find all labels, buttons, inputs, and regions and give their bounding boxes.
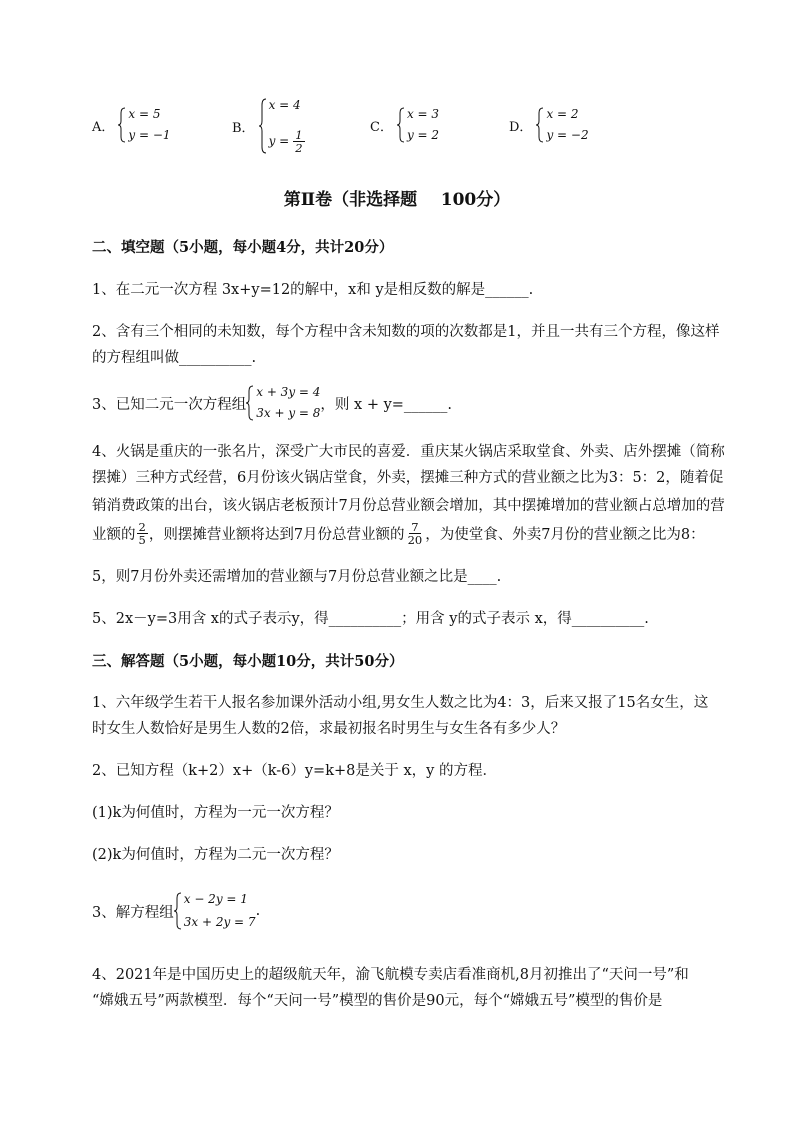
fill-question-5: 5、2x－y=3用含 x的式子表示y，得__________；用含 y的式子表示 x，得__________. — [92, 611, 649, 627]
fraction-numerator: 7 — [411, 520, 419, 534]
left-brace-icon — [174, 892, 182, 930]
equation: y = 2 — [406, 128, 440, 142]
fill-question-4-line1: 4、火锅是重庆的一张名片，深受广大市民的喜爱．重庆某火锅店采取堂食、外卖、店外摆摊（简称 — [92, 444, 725, 460]
equation: x = 4 — [268, 98, 301, 112]
equation-system — [397, 107, 439, 143]
solve-question-4-line1: 4、2021年是中国历史上的超级航天年，渝飞航模专卖店看准商机,8月初推出了“天问一号”和 — [92, 967, 689, 983]
fill-question-2-line2: 的方程组叫做__________. — [92, 350, 257, 366]
equation: x = 2 — [546, 107, 579, 121]
fraction — [137, 521, 148, 546]
equation: 3x + y = 8 — [256, 406, 321, 420]
fill-question-2-line1: 2、含有三个相同的未知数，每个方程中含未知数的项的次数都是1，并且一共有三个方程，像这样 — [92, 324, 720, 340]
choice-b — [232, 98, 306, 154]
solve-question-2: 2、已知方程（k+2）x+（k-6）y=k+8是关于 x，y 的方程． — [92, 763, 497, 779]
choice-label: D． — [509, 119, 533, 135]
fraction — [406, 521, 425, 546]
fill-question-4-line2: 摆摊）三种方式经营，6月份该火锅店堂食，外卖，摆摊三种方式的营业额之比为3：5：2，随着促 — [92, 470, 724, 486]
choice-a — [92, 107, 171, 143]
equation-system — [174, 892, 256, 930]
fraction-denominator: 20 — [407, 533, 423, 547]
fraction-numerator: 2 — [138, 520, 146, 534]
fill-question-3 — [92, 385, 452, 421]
left-brace-icon — [246, 385, 254, 421]
equation: y = −1 — [128, 128, 171, 142]
solve-question-1-line2: 时女生人数恰好是男生人数的2倍，求最初报名时男生与女生各有多少人？ — [92, 721, 566, 737]
equation: y = — [268, 134, 290, 148]
choice-label: B． — [232, 120, 255, 136]
fraction — [293, 129, 304, 154]
choice-label: A． — [92, 119, 115, 135]
solve-section-header: 三、解答题（5小题，每小题10分，共计50分） — [92, 653, 404, 670]
question-text: 业额的 — [92, 527, 136, 543]
question-text: 3、解方程组 — [92, 904, 174, 921]
equation-system — [259, 98, 306, 154]
choice-label: C． — [370, 119, 393, 135]
section-title: 第Ⅱ卷（非选择题 100分） — [283, 190, 511, 210]
fill-question-4-line4 — [92, 521, 705, 546]
equation-system — [246, 385, 320, 421]
left-brace-icon — [118, 107, 126, 143]
solve-question-3 — [92, 892, 260, 930]
equation-system — [536, 107, 588, 143]
equation-system — [118, 107, 170, 143]
question-text: ，则摆摊营业额将达到7月份总营业额的 — [148, 527, 405, 543]
fraction-numerator: 1 — [295, 128, 303, 142]
equation: x − 2y = 1 — [183, 892, 248, 906]
equation: 3x + 2y = 7 — [183, 915, 256, 929]
fraction-denominator: 5 — [138, 533, 146, 547]
equation: x = 3 — [406, 107, 440, 121]
fill-question-4-line3: 销消费政策的出台，该火锅店老板预计7月份总营业额会增加，其中摆摊增加的营业额占总增加的营 — [92, 498, 725, 514]
fill-question-4-line5: 5，则7月份外卖还需增加的营业额与7月份总营业额之比是____. — [92, 569, 502, 585]
question-text: ，则 x + y=______. — [320, 396, 453, 413]
equation: x + 3y = 4 — [256, 385, 321, 399]
choice-d — [509, 107, 589, 143]
solve-question-4-line2: “嫦娥五号”两款模型．每个“天问一号”模型的售价是90元，每个“嫦娥五号”模型的售价是 — [92, 993, 663, 1009]
fraction-denominator: 2 — [295, 141, 303, 155]
fill-section-header: 二、填空题（5小题，每小题4分，共计20分） — [92, 239, 394, 256]
question-text: 3、已知二元一次方程组 — [92, 396, 247, 413]
solve-question-1-line1: 1、六年级学生若干人报名参加课外活动小组,男女生人数之比为4：3，后来又报了15名女生，这 — [92, 695, 709, 711]
choice-c — [370, 107, 439, 143]
solve-question-2-sub2: (2)k为何值时，方程为二元一次方程？ — [92, 847, 339, 863]
left-brace-icon — [536, 107, 544, 143]
question-text: . — [255, 903, 261, 919]
equation: y = −2 — [546, 128, 589, 142]
fill-question-1: 1、在二元一次方程 3x+y=12的解中，x和 y是相反数的解是______. — [92, 282, 534, 298]
equation: x = 5 — [128, 107, 161, 121]
question-text: ，为使堂食、外卖7月份的营业额之比为8： — [425, 527, 705, 543]
solve-question-2-sub1: (1)k为何值时，方程为一元一次方程？ — [92, 805, 339, 821]
left-brace-icon — [259, 98, 267, 154]
left-brace-icon — [397, 107, 405, 143]
